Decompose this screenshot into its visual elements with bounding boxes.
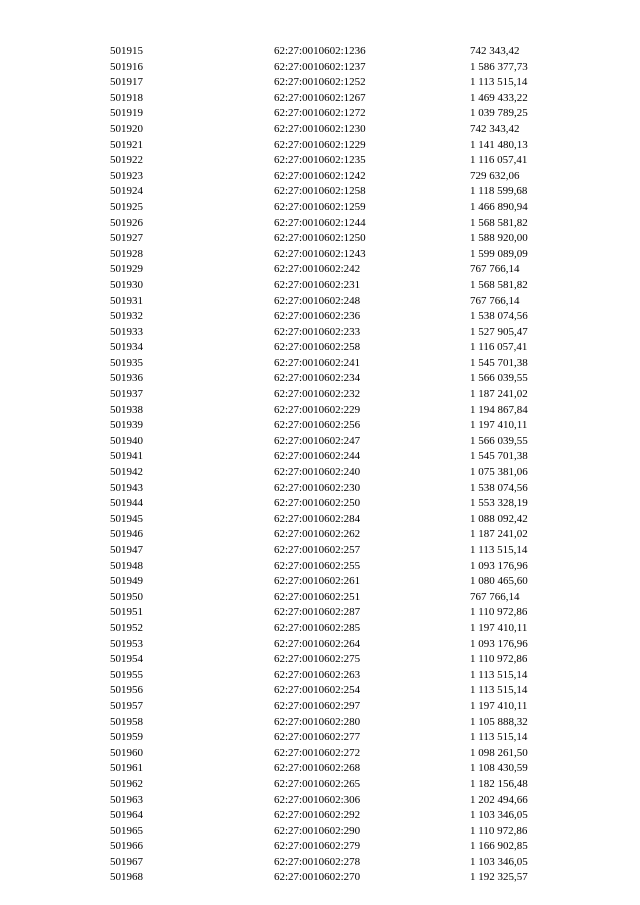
- table-row: [110, 512, 560, 528]
- record-number: 501949: [110, 575, 143, 588]
- table-row: [110, 44, 560, 60]
- cadastral-number: 62:27:0010602:248: [274, 294, 361, 307]
- record-number: 501935: [110, 356, 143, 369]
- record-number: 501943: [110, 481, 143, 494]
- record-number: 501925: [110, 200, 143, 213]
- record-number: 501953: [110, 637, 143, 650]
- record-number: 501920: [110, 122, 143, 135]
- table-row: [110, 262, 560, 278]
- cadastral-number: 62:27:0010602:297: [274, 699, 361, 712]
- cadastral-value: 1 113 515,14: [470, 731, 528, 744]
- record-number: 501963: [110, 793, 143, 806]
- cadastral-number: 62:27:0010602:285: [274, 621, 361, 634]
- record-number: 501945: [110, 512, 143, 525]
- cadastral-value: 1 566 039,55: [470, 434, 528, 447]
- table-row: [110, 309, 560, 325]
- cadastral-value: 1 141 480,13: [470, 138, 528, 151]
- cadastral-number: 62:27:0010602:279: [274, 840, 361, 853]
- record-number: 501966: [110, 840, 143, 853]
- cadastral-number: 62:27:0010602:268: [274, 762, 361, 775]
- records-table: [110, 44, 560, 886]
- cadastral-number: 62:27:0010602:1243: [274, 247, 366, 260]
- cadastral-value: 729 632,06: [470, 169, 520, 182]
- record-number: 501961: [110, 762, 143, 775]
- cadastral-value: 1 108 430,59: [470, 762, 528, 775]
- table-row: [110, 403, 560, 419]
- cadastral-number: 62:27:0010602:234: [274, 372, 361, 385]
- cadastral-value: 1 187 241,02: [470, 388, 528, 401]
- records-table-body: [110, 44, 560, 886]
- cadastral-number: 62:27:0010602:240: [274, 466, 361, 479]
- cadastral-value: 1 098 261,50: [470, 746, 528, 759]
- table-row: [110, 340, 560, 356]
- table-row: [110, 184, 560, 200]
- table-row: [110, 793, 560, 809]
- table-row: [110, 325, 560, 341]
- table-row: [110, 668, 560, 684]
- record-number: 501916: [110, 60, 143, 73]
- record-number: 501918: [110, 91, 143, 104]
- cadastral-value: 1 110 972,86: [470, 606, 528, 619]
- record-number: 501964: [110, 809, 143, 822]
- cadastral-value: 1 538 074,56: [470, 481, 528, 494]
- cadastral-number: 62:27:0010602:1258: [274, 185, 366, 198]
- cadastral-number: 62:27:0010602:233: [274, 325, 361, 338]
- cadastral-number: 62:27:0010602:272: [274, 746, 361, 759]
- cadastral-number: 62:27:0010602:292: [274, 809, 361, 822]
- table-row: [110, 91, 560, 107]
- record-number: 501950: [110, 590, 143, 603]
- table-row: [110, 418, 560, 434]
- record-number: 501930: [110, 278, 143, 291]
- record-number: 501940: [110, 434, 143, 447]
- record-number: 501922: [110, 154, 143, 167]
- cadastral-value: 767 766,14: [470, 294, 520, 307]
- table-row: [110, 605, 560, 621]
- cadastral-number: 62:27:0010602:244: [274, 450, 361, 463]
- cadastral-value: 1 118 599,68: [470, 185, 528, 198]
- cadastral-number: 62:27:0010602:261: [274, 575, 361, 588]
- cadastral-number: 62:27:0010602:229: [274, 403, 361, 416]
- cadastral-value: 1 586 377,73: [470, 60, 528, 73]
- cadastral-value: 1 466 890,94: [470, 200, 528, 213]
- cadastral-value: 1 093 176,96: [470, 637, 528, 650]
- cadastral-value: 1 113 515,14: [470, 684, 528, 697]
- cadastral-number: 62:27:0010602:277: [274, 731, 361, 744]
- cadastral-number: 62:27:0010602:1236: [274, 45, 366, 57]
- record-number: 501946: [110, 528, 143, 541]
- cadastral-value: 1 469 433,22: [470, 91, 528, 104]
- record-number: 501939: [110, 419, 143, 432]
- cadastral-value: 767 766,14: [470, 263, 520, 276]
- record-number: 501929: [110, 263, 143, 276]
- table-row: [110, 559, 560, 575]
- record-number: 501941: [110, 450, 143, 463]
- table-row: [110, 621, 560, 637]
- record-number: 501938: [110, 403, 143, 416]
- table-row: [110, 824, 560, 840]
- cadastral-number: 62:27:0010602:275: [274, 653, 361, 666]
- table-row: [110, 122, 560, 138]
- cadastral-value: 1 197 410,11: [470, 699, 528, 712]
- record-number: 501959: [110, 731, 143, 744]
- table-row: [110, 543, 560, 559]
- record-number: 501928: [110, 247, 143, 260]
- cadastral-number: 62:27:0010602:284: [274, 512, 361, 525]
- record-number: 501955: [110, 668, 143, 681]
- table-row: [110, 60, 560, 76]
- record-number: 501965: [110, 824, 143, 837]
- cadastral-value: 1 182 156,48: [470, 777, 528, 790]
- cadastral-value: 1 187 241,02: [470, 528, 528, 541]
- cadastral-number: 62:27:0010602:264: [274, 637, 361, 650]
- cadastral-number: 62:27:0010602:255: [274, 559, 361, 572]
- record-number: 501956: [110, 684, 143, 697]
- cadastral-number: 62:27:0010602:263: [274, 668, 361, 681]
- table-row: [110, 294, 560, 310]
- table-row: [110, 465, 560, 481]
- table-row: [110, 746, 560, 762]
- table-row: [110, 777, 560, 793]
- record-number: 501931: [110, 294, 143, 307]
- cadastral-number: 62:27:0010602:290: [274, 824, 361, 837]
- table-row: [110, 371, 560, 387]
- cadastral-value: 1 197 410,11: [470, 419, 528, 432]
- record-number: 501917: [110, 76, 143, 89]
- record-number: 501952: [110, 621, 143, 634]
- cadastral-number: 62:27:0010602:262: [274, 528, 361, 541]
- record-number: 501927: [110, 232, 143, 245]
- cadastral-value: 1 075 381,06: [470, 466, 528, 479]
- cadastral-value: 1 553 328,19: [470, 497, 528, 510]
- cadastral-value: 1 538 074,56: [470, 310, 528, 323]
- cadastral-number: 62:27:0010602:258: [274, 341, 361, 354]
- table-row: [110, 496, 560, 512]
- record-number: 501937: [110, 388, 143, 401]
- record-number: 501924: [110, 185, 143, 198]
- cadastral-number: 62:27:0010602:254: [274, 684, 361, 697]
- record-number: 501919: [110, 107, 143, 120]
- cadastral-number: 62:27:0010602:278: [274, 855, 361, 868]
- table-row: [110, 138, 560, 154]
- table-row: [110, 278, 560, 294]
- cadastral-value: 1 110 972,86: [470, 824, 528, 837]
- record-number: 501933: [110, 325, 143, 338]
- cadastral-value: 1 545 701,38: [470, 450, 528, 463]
- cadastral-value: 1 116 057,41: [470, 341, 528, 354]
- cadastral-value: 1 080 465,60: [470, 575, 528, 588]
- table-row: [110, 870, 560, 886]
- record-number: 501958: [110, 715, 143, 728]
- cadastral-value: 1 568 581,82: [470, 216, 528, 229]
- cadastral-number: 62:27:0010602:1259: [274, 200, 366, 213]
- cadastral-value: 742 343,42: [470, 45, 520, 57]
- record-number: 501942: [110, 466, 143, 479]
- cadastral-number: 62:27:0010602:250: [274, 497, 361, 510]
- cadastral-number: 62:27:0010602:236: [274, 310, 361, 323]
- record-number: 501932: [110, 310, 143, 323]
- cadastral-value: 1 588 920,00: [470, 232, 528, 245]
- record-number: 501967: [110, 855, 143, 868]
- cadastral-value: 1 194 867,84: [470, 403, 528, 416]
- cadastral-value: 1 103 346,05: [470, 855, 528, 868]
- table-row: [110, 761, 560, 777]
- cadastral-number: 62:27:0010602:251: [274, 590, 361, 603]
- cadastral-number: 62:27:0010602:232: [274, 388, 361, 401]
- cadastral-number: 62:27:0010602:306: [274, 793, 361, 806]
- cadastral-number: 62:27:0010602:1235: [274, 154, 366, 167]
- record-number: 501926: [110, 216, 143, 229]
- record-number: 501921: [110, 138, 143, 151]
- record-number: 501944: [110, 497, 143, 510]
- cadastral-value: 1 527 905,47: [470, 325, 528, 338]
- record-number: 501947: [110, 544, 143, 556]
- cadastral-number: 62:27:0010602:1252: [274, 76, 366, 89]
- table-row: [110, 216, 560, 232]
- record-number: 501936: [110, 372, 143, 385]
- table-row: [110, 75, 560, 91]
- table-row: [110, 855, 560, 871]
- cadastral-value: 1 566 039,55: [470, 372, 528, 385]
- table-row: [110, 200, 560, 216]
- cadastral-value: 1 113 515,14: [470, 544, 528, 556]
- record-number: 501968: [110, 871, 143, 884]
- cadastral-number: 62:27:0010602:1242: [274, 169, 366, 182]
- cadastral-value: 1 103 346,05: [470, 809, 528, 822]
- table-row: [110, 231, 560, 247]
- cadastral-number: 62:27:0010602:247: [274, 434, 361, 447]
- cadastral-value: 1 202 494,66: [470, 793, 528, 806]
- table-row: [110, 481, 560, 497]
- record-number: 501951: [110, 606, 143, 619]
- table-row: [110, 527, 560, 543]
- cadastral-value: 1 105 888,32: [470, 715, 528, 728]
- cadastral-value: 1 197 410,11: [470, 621, 528, 634]
- cadastral-value: 1 093 176,96: [470, 559, 528, 572]
- cadastral-value: 1 039 789,25: [470, 107, 528, 120]
- cadastral-value: 1 568 581,82: [470, 278, 528, 291]
- cadastral-number: 62:27:0010602:230: [274, 481, 361, 494]
- table-row: [110, 637, 560, 653]
- record-number: 501957: [110, 699, 143, 712]
- cadastral-value: 1 192 325,57: [470, 871, 528, 884]
- cadastral-value: 1 545 701,38: [470, 356, 528, 369]
- table-row: [110, 434, 560, 450]
- table-row: [110, 387, 560, 403]
- cadastral-value: 1 110 972,86: [470, 653, 528, 666]
- cadastral-number: 62:27:0010602:1272: [274, 107, 366, 120]
- table-row: [110, 590, 560, 606]
- cadastral-number: 62:27:0010602:265: [274, 777, 361, 790]
- cadastral-number: 62:27:0010602:1237: [274, 60, 366, 73]
- table-row: [110, 652, 560, 668]
- table-row: [110, 730, 560, 746]
- cadastral-number: 62:27:0010602:1244: [274, 216, 366, 229]
- cadastral-number: 62:27:0010602:256: [274, 419, 361, 432]
- cadastral-number: 62:27:0010602:270: [274, 871, 361, 884]
- record-number: 501954: [110, 653, 143, 666]
- cadastral-value: 1 088 092,42: [470, 512, 528, 525]
- cadastral-value: 1 113 515,14: [470, 668, 528, 681]
- table-row: [110, 356, 560, 372]
- cadastral-value: 742 343,42: [470, 122, 520, 135]
- table-row: [110, 715, 560, 731]
- table-row: [110, 699, 560, 715]
- table-row: [110, 839, 560, 855]
- table-row: [110, 247, 560, 263]
- table-row: [110, 683, 560, 699]
- record-number: 501948: [110, 559, 143, 572]
- record-number: 501923: [110, 169, 143, 182]
- record-number: 501960: [110, 746, 143, 759]
- cadastral-number: 62:27:0010602:257: [274, 544, 361, 556]
- cadastral-value: 1 166 902,85: [470, 840, 528, 853]
- cadastral-number: 62:27:0010602:1229: [274, 138, 366, 151]
- cadastral-number: 62:27:0010602:242: [274, 263, 361, 276]
- cadastral-number: 62:27:0010602:1267: [274, 91, 366, 104]
- cadastral-value: 1 599 089,09: [470, 247, 528, 260]
- cadastral-value: 767 766,14: [470, 590, 520, 603]
- record-number: 501962: [110, 777, 143, 790]
- table-row: [110, 106, 560, 122]
- table-row: [110, 808, 560, 824]
- record-number: 501934: [110, 341, 143, 354]
- cadastral-number: 62:27:0010602:241: [274, 356, 361, 369]
- cadastral-value: 1 113 515,14: [470, 76, 528, 89]
- table-row: [110, 574, 560, 590]
- cadastral-value: 1 116 057,41: [470, 154, 528, 167]
- cadastral-number: 62:27:0010602:287: [274, 606, 361, 619]
- record-number: 501915: [110, 45, 143, 57]
- cadastral-number: 62:27:0010602:1250: [274, 232, 366, 245]
- table-row: [110, 153, 560, 169]
- table-row: [110, 169, 560, 185]
- cadastral-number: 62:27:0010602:231: [274, 278, 361, 291]
- cadastral-number: 62:27:0010602:1230: [274, 122, 366, 135]
- cadastral-number: 62:27:0010602:280: [274, 715, 361, 728]
- table-row: [110, 449, 560, 465]
